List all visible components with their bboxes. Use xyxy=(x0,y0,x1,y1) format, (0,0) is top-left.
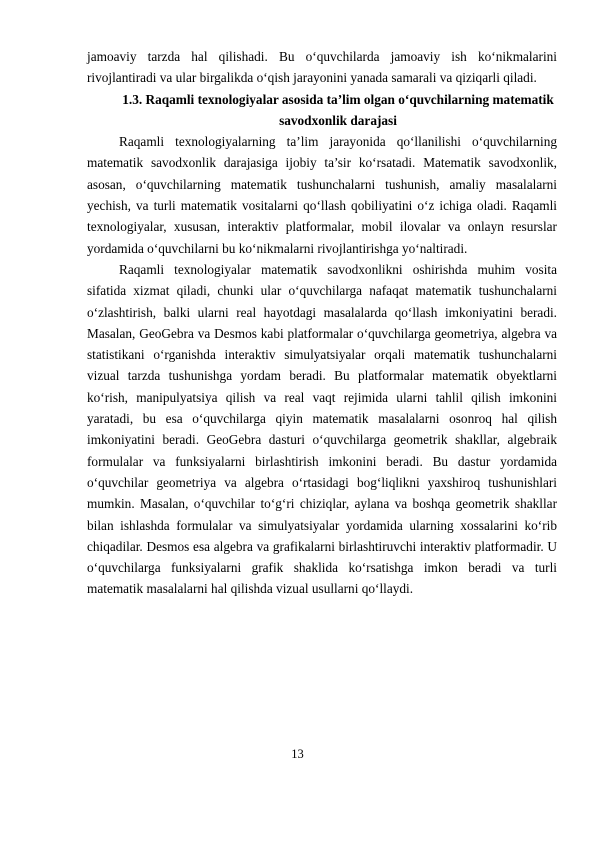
paragraph-platforms: Raqamli texnologiyalar matematik savodxonlikni oshirishda muhim vosita sifatida xizmat qiladi, chunki ular o‘quvchilarga nafaqat matematik tushunchalarni o‘zlashtirish, balki ularni real hayotdagi masalalarda qo‘llash imkoniyatini beradi. Masalan, GeoGebra va Desmos kabi platformalar o‘quvchilarga geometriya, algebra va statistikani o‘rganishda interaktiv simulyatsiyalar orqali matematik tushunchalarni vizual tarzda tushunishga yordam beradi. Bu platformalar matematik obyektlarni ko‘rish, manipulyatsiya qilish va real vaqt rejimida ularni tahlil qilish imkonini yaratadi, bu esa o‘quvchilarga qiyin matematik masalalarni osonroq hal qilish imkoniyatini beradi. GeoGebra dasturi o‘quvchilarga geometrik shakllar, algebraik formulalar va funksiyalarni birlashtirish imkonini beradi. Bu dastur yordamida o‘quvchilar geometriya va algebra o‘rtasidagi bog‘liqlikni yaxshiroq tushunishlari mumkin. Masalan, o‘quvchilar to‘g‘ri chiziqlar, aylana va boshqa geometrik shakllar bilan ishlashda formulalar va simulyatsiyalar yordamida ularning xossalarini ko‘rib chiqadilar. Desmos esa algebra va grafikalarni birlashtiruvchi interaktiv platformadir. U o‘quvchilarga funksiyalarni grafik shaklida ko‘rsatishga imkon beradi va turli matematik masalalarni hal qilishda vizual usullarni qo‘llaydi. xyxy=(87,261,557,597)
paragraph-intro: Raqamli texnologiyalarning ta’lim jarayonida qo‘llanilishi o‘quvchilarning matematik savodxonlik darajasiga ijobiy ta’sir ko‘rsatadi. Matematik savodxonlik, asosan, o‘quvchilarning matematik tushunchalarni tushunish, amaliy masalalarni yechish, va turli matematik vositalarni qo‘llash qobiliyatini o‘z ichiga oladi. Raqamli texnologiyalar, xususan, interaktiv platformalar, mobil ilovalar va onlayn resurslar yordamida o‘quvchilarni bu ko‘nikmalarni rivojlantirishga yo‘naltiradi. xyxy=(87,134,557,256)
document-page xyxy=(87,46,557,600)
paragraph-continuation: jamoaviy tarzda hal qilishadi. Bu o‘quvchilarda jamoaviy ish ko‘nikmalarini rivojlantiradi va ular birgalikda o‘qish jarayonini yanada samarali va qiziqarli qiladi. xyxy=(87,49,557,86)
section-heading: 1.3. Raqamli texnologiyalar asosida ta’lim olgan o‘quvchilarning matematik savodxonlik darajasi xyxy=(122,91,554,128)
page-number: 13 xyxy=(291,747,304,761)
